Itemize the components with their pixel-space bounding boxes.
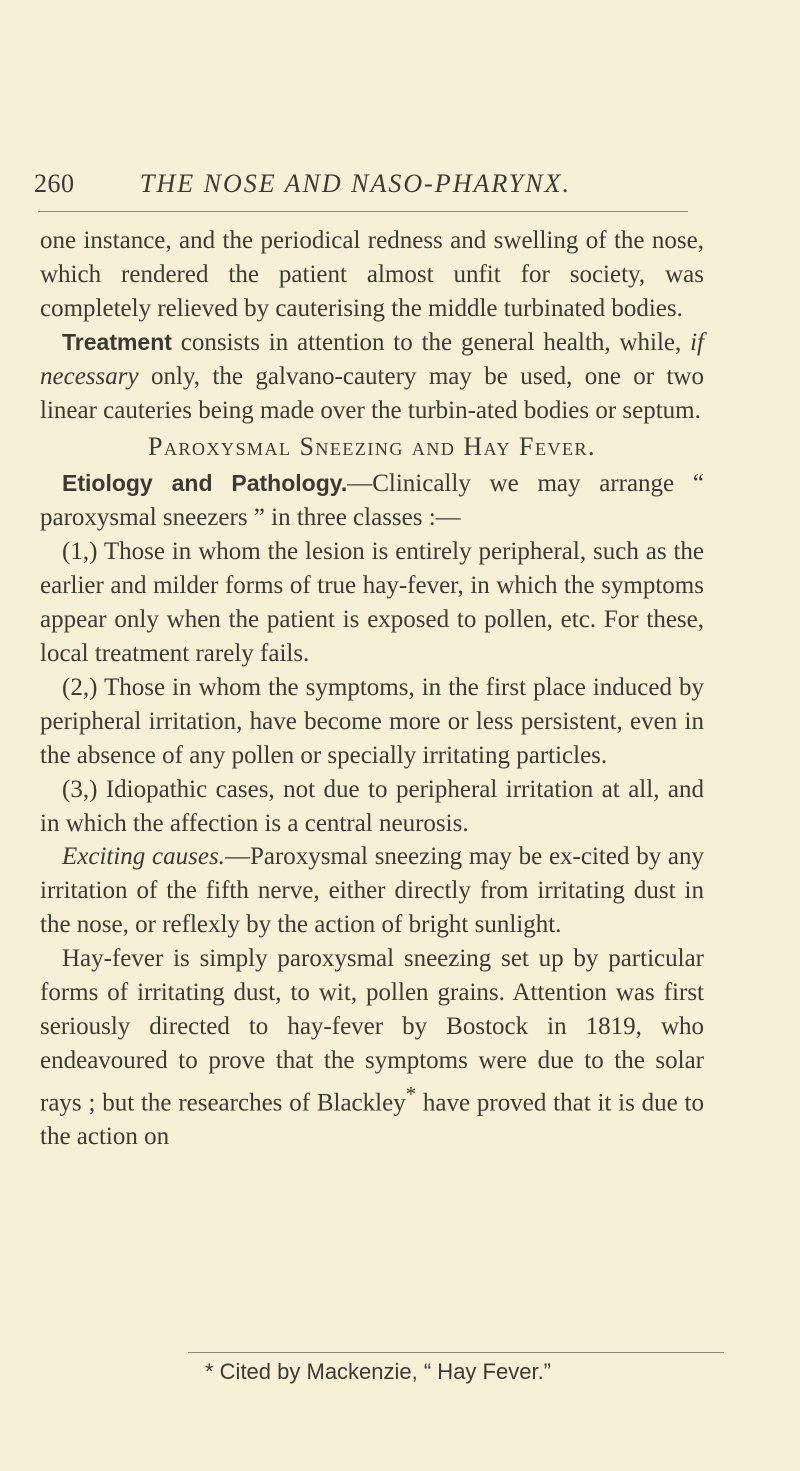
- running-header: [34, 166, 684, 202]
- emphasis-if-necessary: if necessary: [40, 328, 704, 390]
- footnote: * Cited by Mackenzie, “ Hay Fever.”: [205, 1359, 552, 1384]
- run-in-heading-etiology: Etiology and Pathology.: [62, 470, 348, 497]
- footnote-marker: *: [405, 1081, 417, 1106]
- paragraph-class-3: (3,) Idiopathic cases, not due to peripheral irritation at all, and in which the affection is a central neurosis.: [40, 775, 704, 837]
- paragraph-treatment: Treatment consists in attention to the general health, while, if necessary only, the galvano-cautery may be used, one or two linear cauteries being made over the turbin-ated bodies or septum.: [40, 328, 704, 424]
- emphasis-exciting-causes: Exciting causes.: [62, 843, 225, 871]
- paragraph-etiology: Etiology and Pathology.—Clinically we may arrange “ paroxysmal sneezers ” in three classes :—: [40, 470, 704, 532]
- paragraph-class-2: (2,) Those in whom the symptoms, in the first place induced by peripheral irritation, have become more or less persistent, even in the absence of any pollen or specially irritating particles.: [40, 673, 704, 769]
- paragraph-exciting-causes: Exciting causes.—Paroxysmal sneezing may be ex-cited by any irritation of the fifth nerve, either directly from irritating dust in the nose, or reflexly by the action of bright sunlight.: [40, 843, 705, 939]
- paragraph-class-1: (1,) Those in whom the lesion is entirely peripheral, such as the earlier and milder forms of true hay-fever, in which the symptoms appear only when the patient is exposed to pollen, etc. For these, local treatment rarely fails.: [40, 538, 704, 667]
- run-in-heading-treatment: Treatment: [62, 328, 172, 355]
- paragraph-continuation: one instance, and the periodical redness and swelling of the nose, which rendered the patient almost unfit for society, was completely relieved by cauterising the middle turbinated bodies.: [40, 227, 704, 322]
- header-rule: [38, 211, 688, 212]
- footnote-rule: [188, 1352, 724, 1353]
- body-text: [40, 224, 704, 1154]
- paragraph-hay-fever: Hay-fever is simply paroxysmal sneezing set up by particular forms of irritating dust, to wit, pollen grains. Attention was first seriously directed to hay-fever by Bostock in 1819, who endeavoured to prove that the symptoms were due to the solar rays ; but the researches of Blackley* have proved that it is due to the action on: [40, 945, 704, 1150]
- running-title: THE NOSE AND NASO-PHARYNX.: [140, 169, 571, 198]
- section-heading: Paroxysmal Sneezing and Hay Fever.: [148, 432, 596, 462]
- page-number: 260: [34, 169, 75, 198]
